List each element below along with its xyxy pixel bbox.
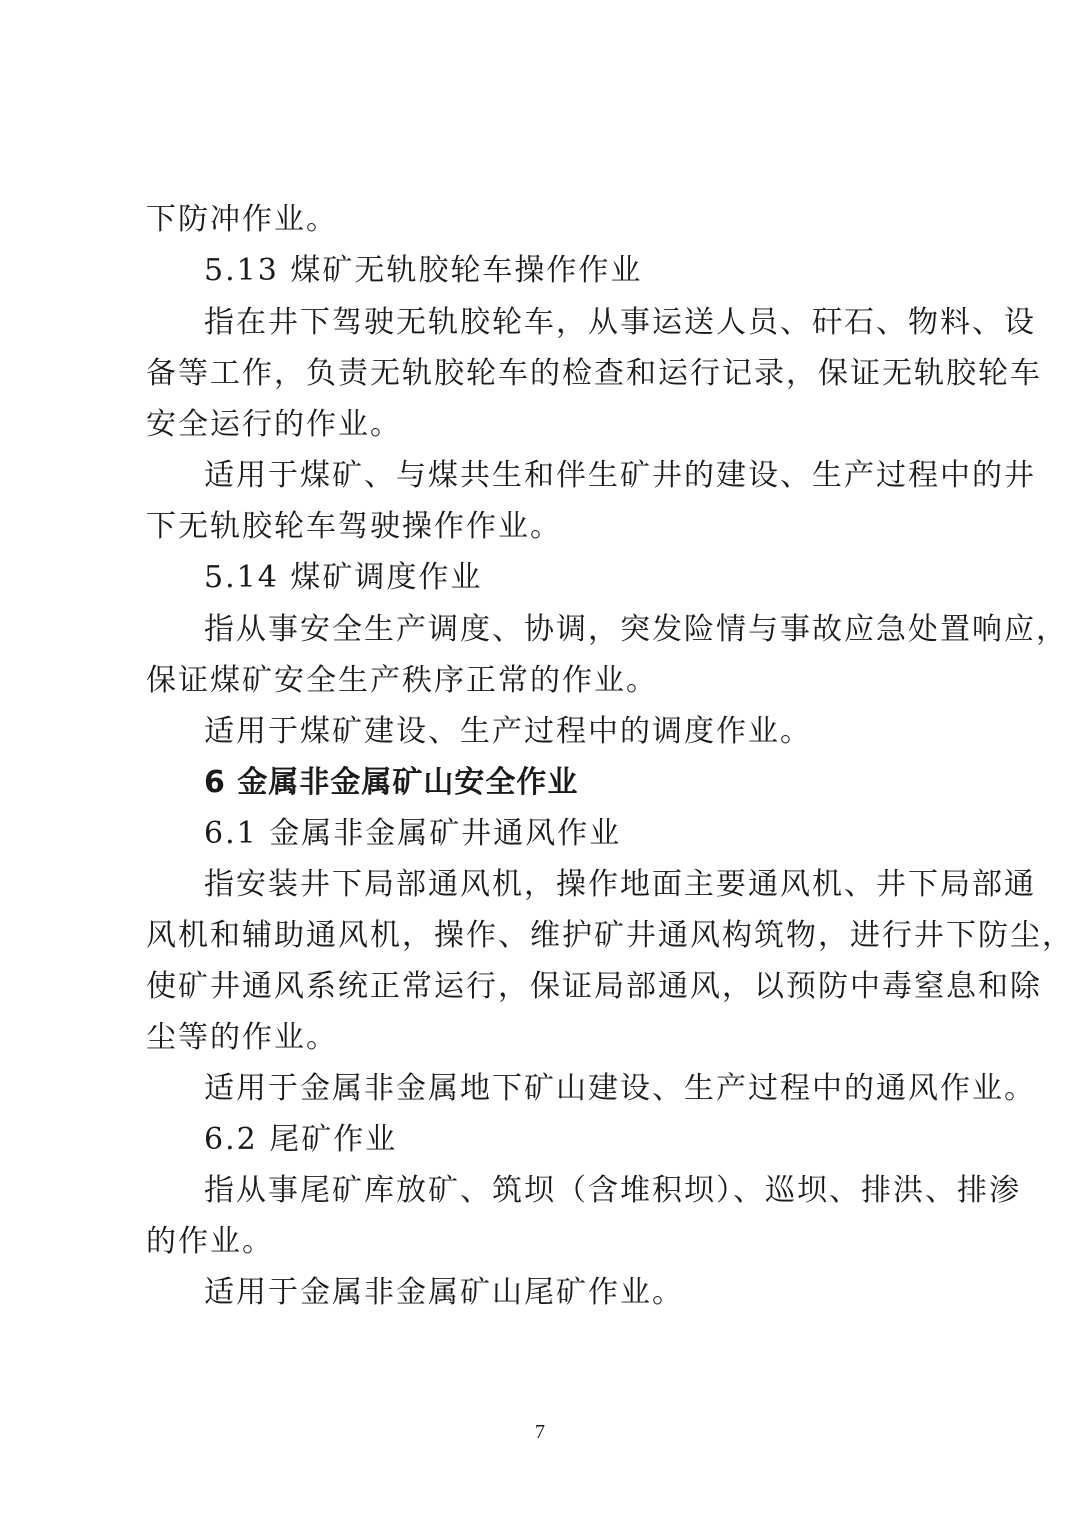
paragraph-line: 备等工作，负责无轨胶轮车的检查和运行记录，保证无轨胶轮车	[146, 356, 1042, 391]
paragraph-line: 指从事尾矿库放矿、筑坝（含堆积坝）、巡坝、排洪、排渗	[204, 1173, 1021, 1208]
paragraph-line: 使矿井通风系统正常运行，保证局部通风，以预防中毒窒息和除	[146, 969, 1042, 1004]
paragraph-line: 的作业。	[146, 1224, 274, 1259]
paragraph-line: 指安装井下局部通风机，操作地面主要通风机、井下局部通	[204, 867, 1036, 902]
paragraph-line: 适用于金属非金属地下矿山建设、生产过程中的通风作业。	[204, 1071, 1036, 1106]
paragraph-line: 适用于煤矿建设、生产过程中的调度作业。	[204, 714, 812, 749]
paragraph-line: 下无轨胶轮车驾驶操作作业。	[146, 509, 562, 544]
paragraph-line: 适用于金属非金属矿山尾矿作业。	[204, 1275, 684, 1310]
paragraph-line: 安全运行的作业。	[146, 407, 402, 442]
paragraph-continuation-line: 下防冲作业。	[146, 202, 338, 237]
paragraph-line: 尘等的作业。	[146, 1020, 338, 1055]
page-number: 7	[535, 1421, 545, 1443]
chapter-heading-6: 6 金属非金属矿山安全作业	[204, 765, 579, 800]
paragraph-line: 风机和辅助通风机，操作、维护矿井通风构筑物，进行井下防尘，	[146, 918, 1074, 953]
section-heading-5-13: 5.13 煤矿无轨胶轮车操作作业	[204, 253, 643, 288]
paragraph-line: 适用于煤矿、与煤共生和伴生矿井的建设、生产过程中的井	[204, 458, 1036, 493]
paragraph-line: 指从事安全生产调度、协调，突发险情与事故应急处置响应，	[204, 612, 1068, 647]
section-heading-6-1: 6.1 金属非金属矿井通风作业	[204, 816, 622, 851]
section-heading-6-2: 6.2 尾矿作业	[204, 1122, 398, 1157]
section-heading-5-14: 5.14 煤矿调度作业	[204, 560, 483, 595]
paragraph-line: 保证煤矿安全生产秩序正常的作业。	[146, 663, 658, 698]
paragraph-line: 指在井下驾驶无轨胶轮车，从事运送人员、矸石、物料、设	[204, 305, 1036, 340]
